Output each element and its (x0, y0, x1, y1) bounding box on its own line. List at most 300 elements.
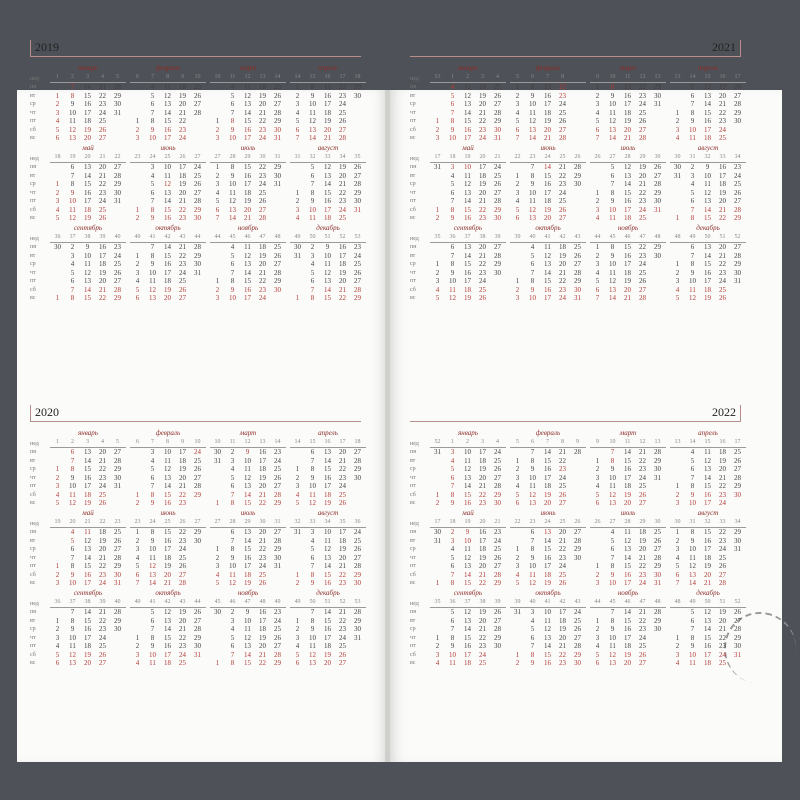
week-number: 32 (309, 154, 316, 160)
day-cell: 10 (164, 448, 171, 456)
day-cell: 23 (99, 100, 106, 108)
week-number: 44 (594, 599, 601, 605)
day-cell: 20 (339, 277, 346, 285)
week-number: 4 (496, 439, 499, 445)
day-cell: 19 (544, 490, 551, 499)
day-cell: 6 (690, 243, 695, 251)
week-number: 9 (596, 439, 599, 445)
day-cell: 5 (515, 117, 520, 125)
day-cell: 10 (609, 205, 616, 214)
day-cell: 8 (690, 482, 695, 490)
day-cell: 18 (624, 482, 631, 490)
day-cell: 1 (515, 650, 520, 659)
month-name: август (317, 509, 339, 517)
day-cell: 23 (99, 625, 106, 633)
day-cell: 11 (324, 260, 331, 268)
weekday-label: вт (410, 252, 416, 259)
week-number: 1 (56, 74, 59, 80)
day-cell: 4 (150, 171, 155, 180)
week-header-label: нед (410, 441, 419, 447)
week-number: 23 (134, 519, 141, 525)
day-cell: 7 (690, 473, 695, 482)
day-cell: 25 (654, 528, 661, 536)
week-number: 28 (624, 154, 631, 160)
day-cell: 2 (295, 91, 300, 100)
day-cell: 28 (179, 579, 186, 587)
day-cell: 17 (324, 482, 331, 490)
day-cell: 24 (99, 108, 106, 117)
day-cell: 15 (244, 163, 251, 171)
day-cell: 17 (624, 100, 631, 108)
week-number: 52 (339, 234, 346, 240)
day-cell: 31 (574, 294, 581, 302)
day-cell: 13 (324, 171, 331, 180)
day-cell: 30 (734, 642, 741, 650)
day-cell: 2 (215, 285, 220, 294)
week-number: 29 (244, 519, 251, 525)
day-cell: 9 (325, 243, 330, 251)
weekday-label: вт (410, 172, 416, 179)
day-cell: 17 (464, 277, 471, 285)
day-cell: 13 (464, 100, 471, 108)
day-cell: 14 (244, 536, 251, 545)
week-number: 13 (654, 439, 661, 445)
day-cell: 30 (654, 91, 661, 100)
week-number: 47 (244, 599, 251, 605)
day-cell: 15 (244, 277, 251, 285)
weekday-labels (30, 163, 36, 223)
day-cell: 1 (135, 528, 140, 536)
day-cell: 12 (69, 650, 76, 659)
day-cell: 1 (135, 205, 140, 214)
day-cell: 17 (244, 134, 251, 142)
day-cell: 19 (259, 473, 266, 482)
day-cell: 26 (719, 294, 726, 302)
day-cell: 12 (149, 562, 156, 570)
day-cell: 23 (114, 243, 121, 251)
day-cell: 6 (690, 465, 695, 473)
weekday-label: вт (410, 457, 416, 464)
day-cell: 8 (150, 117, 155, 125)
month-name: апрель (698, 429, 718, 437)
day-cell: 30 (354, 625, 361, 633)
day-cell: 31 (734, 650, 741, 659)
month-8 (670, 509, 746, 589)
day-cell: 30 (494, 499, 501, 507)
month-name: июль (620, 509, 636, 517)
day-cell: 6 (230, 260, 235, 268)
day-cell: 8 (70, 465, 75, 473)
day-cell: 28 (559, 134, 566, 142)
day-cell: 19 (704, 562, 711, 570)
day-cell: 20 (259, 100, 266, 108)
day-cell: 3 (690, 171, 695, 180)
week-number: 30 (674, 519, 681, 525)
week-number: 16 (719, 74, 726, 80)
day-cell: 4 (515, 108, 520, 117)
week-numbers (210, 234, 286, 243)
week-header-label: нед (410, 236, 419, 242)
day-cell: 17 (179, 163, 186, 171)
day-cell: 16 (84, 625, 91, 633)
day-cell: 28 (639, 294, 646, 302)
day-cell: 10 (244, 616, 251, 625)
day-cell: 22 (719, 633, 726, 642)
day-cell: 2 (135, 214, 140, 222)
day-cell: 24 (479, 650, 486, 659)
day-cell: 17 (479, 448, 486, 456)
day-cell: 27 (354, 171, 361, 180)
day-cell: 8 (150, 205, 155, 214)
day-cell: 28 (574, 268, 581, 277)
day-cell: 30 (674, 163, 681, 171)
week-number: 49 (294, 599, 301, 605)
day-cell: 12 (544, 251, 551, 260)
week-number: 31 (274, 519, 281, 525)
day-cell: 3 (135, 650, 140, 659)
day-cell: 14 (84, 83, 91, 91)
day-cell: 7 (610, 608, 615, 616)
day-cell: 11 (149, 553, 156, 562)
day-cell: 25 (479, 285, 486, 294)
day-cell: 19 (84, 214, 91, 222)
day-cell: 17 (704, 499, 711, 507)
day-cell: 18 (639, 528, 646, 536)
day-cell: 10 (69, 579, 76, 587)
day-cell: 4 (215, 570, 220, 579)
day-cell: 5 (150, 91, 155, 100)
day-cell: 25 (719, 134, 726, 142)
day-cell: 1 (675, 260, 680, 268)
week-numbers (290, 519, 366, 528)
day-cell: 16 (479, 528, 486, 536)
day-cell: 5 (230, 633, 235, 642)
day-cell: 20 (624, 285, 631, 294)
day-cell: 12 (464, 91, 471, 100)
day-cell: 24 (479, 134, 486, 142)
day-cell: 22 (179, 117, 186, 125)
day-cell: 18 (259, 625, 266, 633)
day-cell: 16 (164, 642, 171, 650)
day-cell: 27 (179, 294, 186, 302)
day-cell: 24 (494, 448, 501, 456)
day-cell: 5 (310, 163, 315, 171)
week-number: 27 (214, 519, 221, 525)
day-cell: 4 (675, 553, 680, 562)
day-cell: 26 (99, 499, 106, 507)
day-cell: 17 (244, 562, 251, 570)
day-cell: 17 (84, 579, 91, 587)
weekday-label: сб (410, 206, 416, 213)
week-number: 12 (244, 439, 251, 445)
week-number: 9 (596, 74, 599, 80)
day-cell: 31 (114, 579, 121, 587)
day-cell: 9 (530, 465, 535, 473)
day-cell: 19 (719, 608, 726, 616)
day-cell: 16 (164, 214, 171, 222)
day-cell: 31 (514, 608, 521, 616)
day-cell: 30 (734, 268, 741, 277)
day-cell: 4 (55, 490, 60, 499)
weekday-label: вс (30, 215, 36, 221)
day-cell: 5 (310, 268, 315, 277)
week-number: 51 (719, 599, 726, 605)
day-cell: 12 (69, 499, 76, 507)
day-cell: 13 (624, 171, 631, 180)
day-cell: 9 (70, 473, 75, 482)
month-7 (590, 144, 666, 224)
month-3 (210, 64, 286, 144)
day-cell: 30 (114, 100, 121, 108)
day-cell: 30 (274, 171, 281, 180)
day-cell: 24 (194, 163, 201, 171)
day-cell: 3 (435, 650, 440, 659)
day-cell: 30 (354, 579, 361, 587)
week-number: 33 (719, 519, 726, 525)
day-cell: 3 (515, 188, 520, 197)
day-cell: 26 (559, 117, 566, 125)
day-cell: 9 (530, 553, 535, 562)
day-cell: 7 (310, 562, 315, 570)
day-cell: 15 (324, 616, 331, 625)
day-cell: 29 (274, 277, 281, 285)
day-cell: 4 (70, 260, 75, 268)
day-cell: 9 (150, 536, 155, 545)
day-cell: 2 (675, 268, 680, 277)
day-cell: 17 (84, 197, 91, 205)
day-cell: 20 (179, 616, 186, 625)
day-cell: 5 (595, 277, 600, 285)
day-cell: 21 (259, 268, 266, 277)
day-cell: 16 (84, 100, 91, 108)
day-cell: 4 (530, 243, 535, 251)
day-cell: 20 (339, 171, 346, 180)
month-name: декабрь (696, 589, 720, 597)
weekday-label: сб (30, 206, 36, 213)
day-cell: 24 (719, 277, 726, 285)
week-number: 10 (214, 74, 221, 80)
day-cell: 15 (624, 243, 631, 251)
day-cell: 2 (135, 536, 140, 545)
day-cell: 11 (529, 482, 536, 490)
day-cell: 21 (559, 268, 566, 277)
week-number: 38 (84, 599, 91, 605)
day-cell: 1 (595, 188, 600, 197)
day-cell: 20 (84, 659, 91, 667)
day-cell: 7 (450, 570, 455, 579)
day-cell: 10 (544, 608, 551, 616)
day-cell: 24 (179, 268, 186, 277)
day-cell: 5 (135, 562, 140, 570)
week-header-label: нед (410, 76, 419, 82)
day-cell: 4 (515, 482, 520, 490)
day-cell: 27 (114, 448, 121, 456)
month-name: август (697, 144, 719, 152)
weekday-label: пт (410, 278, 416, 284)
weekday-labels (410, 608, 416, 668)
day-cell: 27 (99, 659, 106, 667)
day-cell: 14 (84, 608, 91, 616)
day-cell: 14 (244, 268, 251, 277)
day-cell: 19 (259, 633, 266, 642)
day-cell: 21 (179, 482, 186, 490)
day-cell: 20 (479, 243, 486, 251)
day-cell: 25 (734, 180, 741, 188)
day-cell: 5 (230, 251, 235, 260)
day-cell: 21 (639, 180, 646, 188)
weekday-label: пт (30, 118, 36, 124)
day-cell: 11 (229, 188, 236, 197)
day-cell: 29 (734, 214, 741, 222)
week-number: 28 (624, 519, 631, 525)
day-cell: 18 (84, 117, 91, 125)
day-cell: 28 (494, 482, 501, 490)
week-number: 52 (734, 599, 741, 605)
day-cell: 13 (544, 528, 551, 536)
month-name: сентябрь (453, 589, 483, 597)
day-cell: 24 (179, 134, 186, 142)
day-cell: 31 (274, 562, 281, 570)
day-cell: 16 (719, 163, 726, 171)
day-cell: 7 (230, 650, 235, 659)
day-cell: 22 (339, 188, 346, 197)
day-cell: 16 (244, 125, 251, 134)
weekday-label: ср (410, 546, 416, 552)
day-cell: 14 (689, 579, 696, 587)
day-cell: 10 (464, 448, 471, 456)
week-number: 44 (194, 234, 201, 240)
day-cell: 7 (530, 268, 535, 277)
day-cell: 30 (654, 465, 661, 473)
day-cell: 12 (244, 251, 251, 260)
day-cell: 22 (639, 188, 646, 197)
day-cell: 8 (690, 260, 695, 268)
day-cell: 23 (179, 260, 186, 268)
week-numbers (590, 234, 666, 243)
day-cell: 26 (734, 456, 741, 465)
weekday-label: ср (30, 546, 36, 552)
year-calendar-2019 (30, 40, 360, 302)
day-cell: 13 (464, 616, 471, 625)
day-cell: 15 (464, 490, 471, 499)
day-cell: 6 (70, 448, 75, 456)
day-cell: 25 (354, 260, 361, 268)
day-cell: 28 (654, 608, 661, 616)
day-cell: 4 (435, 659, 440, 667)
week-number: 18 (354, 74, 361, 80)
day-cell: 29 (574, 171, 581, 180)
day-cell: 15 (464, 117, 471, 125)
day-cell: 22 (99, 180, 106, 188)
day-cell: 6 (450, 243, 455, 251)
day-cell: 18 (164, 277, 171, 285)
weekday-labels (30, 528, 36, 588)
day-cell: 18 (244, 188, 251, 197)
day-cell: 13 (229, 205, 236, 214)
day-cell: 21 (559, 163, 566, 171)
week-number: 21 (99, 154, 106, 160)
day-cell: 13 (244, 100, 251, 108)
day-cell: 4 (135, 553, 140, 562)
day-cell: 8 (610, 188, 615, 197)
month-12 (290, 589, 366, 669)
month-1 (50, 429, 126, 509)
day-cell: 27 (494, 188, 501, 197)
day-cell: 22 (559, 456, 566, 465)
weekday-label: чт (30, 189, 36, 196)
day-cell: 12 (464, 608, 471, 616)
day-cell: 20 (164, 294, 171, 302)
quarter-row (410, 589, 740, 669)
day-cell: 13 (609, 499, 616, 507)
day-cell: 22 (479, 490, 486, 499)
day-cell: 3 (295, 100, 300, 108)
week-numbers (510, 519, 586, 528)
day-cell: 9 (450, 214, 455, 222)
week-number: 33 (324, 154, 331, 160)
week-numbers (290, 234, 366, 243)
day-cell: 12 (229, 197, 236, 205)
weekday-label: пн (410, 609, 417, 615)
day-cell: 16 (324, 91, 331, 100)
day-cell: 8 (530, 83, 535, 91)
day-cell: 26 (194, 608, 201, 616)
day-cell: 28 (194, 243, 201, 251)
week-number: 35 (434, 234, 441, 240)
day-cell: 30 (654, 251, 661, 260)
day-cell: 19 (544, 579, 551, 587)
day-cell: 2 (595, 625, 600, 633)
month-7 (210, 509, 286, 589)
day-cell: 21 (624, 294, 631, 302)
day-cell: 30 (294, 243, 301, 251)
day-cell: 25 (559, 197, 566, 205)
week-number: 24 (149, 519, 156, 525)
week-number: 29 (639, 519, 646, 525)
day-cell: 14 (704, 100, 711, 108)
day-cell: 7 (530, 448, 535, 456)
week-number: 39 (494, 599, 501, 605)
day-cell: 26 (639, 650, 646, 659)
day-cell: 18 (324, 642, 331, 650)
week-number: 42 (164, 599, 171, 605)
day-cell: 18 (99, 528, 106, 536)
day-cell: 9 (530, 285, 535, 294)
day-cell: 19 (99, 536, 106, 545)
day-cell: 1 (595, 616, 600, 625)
day-cell: 17 (324, 633, 331, 642)
day-cell: 6 (150, 188, 155, 197)
day-cell: 23 (339, 473, 346, 482)
weekday-label: вт (30, 252, 36, 259)
day-cell: 30 (114, 473, 121, 482)
day-cell: 21 (719, 473, 726, 482)
day-cell: 8 (530, 171, 535, 180)
day-cell: 19 (719, 188, 726, 197)
month-2 (130, 429, 206, 509)
day-cell: 29 (734, 482, 741, 490)
day-cell: 3 (150, 448, 155, 456)
day-cell: 15 (624, 562, 631, 570)
day-cell: 8 (70, 91, 75, 100)
day-cell: 11 (244, 465, 251, 473)
day-cell: 15 (464, 260, 471, 268)
day-cell: 15 (624, 616, 631, 625)
day-cell: 22 (339, 616, 346, 625)
weekday-label: ср (30, 181, 36, 187)
day-cell: 28 (274, 108, 281, 117)
day-cell: 5 (610, 163, 615, 171)
